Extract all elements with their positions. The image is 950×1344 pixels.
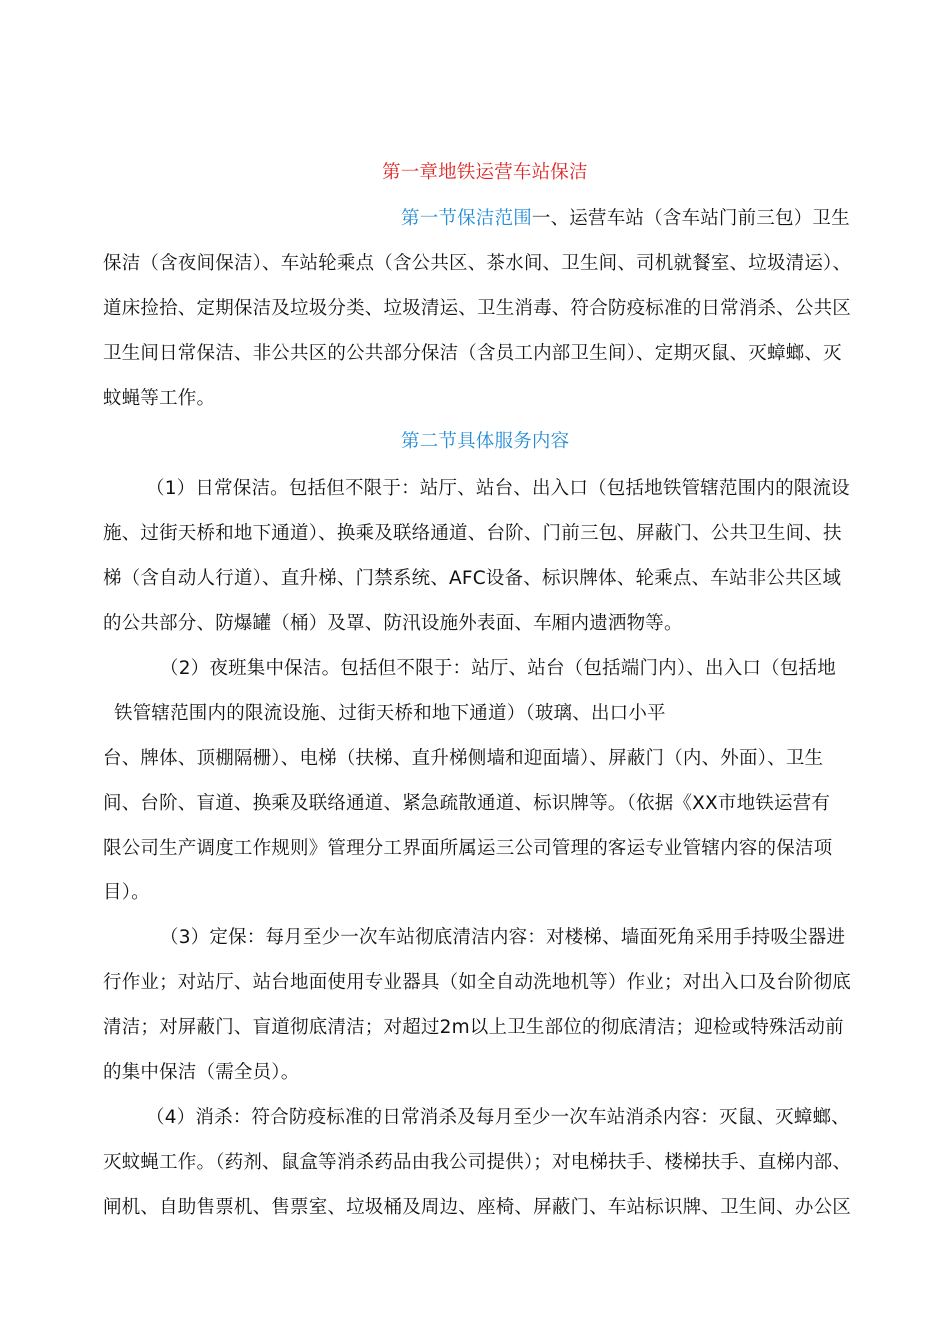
paragraph2-line: 限公司生产调度工作规则》管理分工界面所属运三公司管理的客运专业管辖内容的保洁项 [103,838,833,859]
paragraph3-line: （3）定保：每月至少一次车站彻底清洁内容：对楼梯、墙面死角采用手持吸尘器进 [160,927,846,948]
paragraph2-line: 铁管辖范围内的限流设施、过街天桥和地下通道）（玻璃、出口小平 [114,703,666,724]
paragraph2-line: 间、台阶、盲道、换乘及联络通道、紧急疏散通道、标识牌等。（依据《XX市地铁运营有 [103,793,831,814]
paragraph4-line: 闸机、自助售票机、售票室、垃圾桶及周边、座椅、屏蔽门、车站标识牌、卫生间、办公区 [103,1197,852,1218]
section1-line: 一、运营车站（含车站门前三包）卫生 [531,208,850,229]
section1-line: 保洁（含夜间保洁）、车站轮乘点（含公共区、茶水间、卫生间、司机就餐室、垃圾清运）、 [103,253,852,274]
paragraph1-line: 施、过街天桥和地下通道）、换乘及联络通道、台阶、门前三包、屏蔽门、公共卫生间、扶 [103,523,842,544]
paragraph4-line: 灭蚊蝇工作。（药剂、鼠盒等消杀药品由我公司提供）；对电梯扶手、楼梯扶手、直梯内部、 [103,1152,852,1173]
section1-first-line [401,206,850,232]
section1-line: 道床捡拾、定期保洁及垃圾分类、垃圾清运、卫生消毒、符合防疫标准的日常消杀、公共区 [103,298,852,319]
paragraph3-line: 的集中保洁（需全员）。 [103,1062,300,1083]
section1-line: 卫生间日常保洁、非公共区的公共部分保洁（含员工内部卫生间）、定期灭鼠、灭蟑螂、灭 [103,343,842,364]
paragraph4-line: （4）消杀：符合防疫标准的日常消杀及每月至少一次车站消杀内容：灭鼠、灭蟑螂、 [146,1107,850,1128]
section1-line: 蚊蝇等工作。 [103,388,216,409]
paragraph2-line: （2）夜班集中保洁。包括但不限于：站厅、站台（包括端门内）、出入口（包括地 [160,658,836,679]
paragraph1-line: 的公共部分、防爆罐（桶）及罩、防汛设施外表面、车厢内遗洒物等。 [103,613,683,634]
section1-heading: 第一节保洁范围 [401,208,532,229]
paragraph1-line: （1）日常保洁。包括但不限于：站厅、站台、出入口（包括地铁管辖范围内的限流设 [146,478,850,499]
chapter-title: 第一章地铁运营车站保洁 [382,162,588,183]
section2-heading: 第二节具体服务内容 [401,431,570,452]
paragraph3-line: 清洁；对屏蔽门、盲道彻底清洁；对超过2m以上卫生部位的彻底清洁；迎检或特殊活动前 [103,1017,844,1038]
paragraph1-line: 梯（含自动人行道）、直升梯、门禁系统、AFC设备、标识牌体、轮乘点、车站非公共区域 [103,568,842,589]
paragraph3-line: 行作业；对站厅、站台地面使用专业器具（如全自动洗地机等）作业；对出入口及台阶彻底 [103,972,852,993]
paragraph2-line: 台、牌体、顶棚隔栅）、电梯（扶梯、直升梯侧墙和迎面墙）、屏蔽门（内、外面）、卫生 [103,748,824,769]
paragraph2-line: 目）。 [103,882,150,903]
